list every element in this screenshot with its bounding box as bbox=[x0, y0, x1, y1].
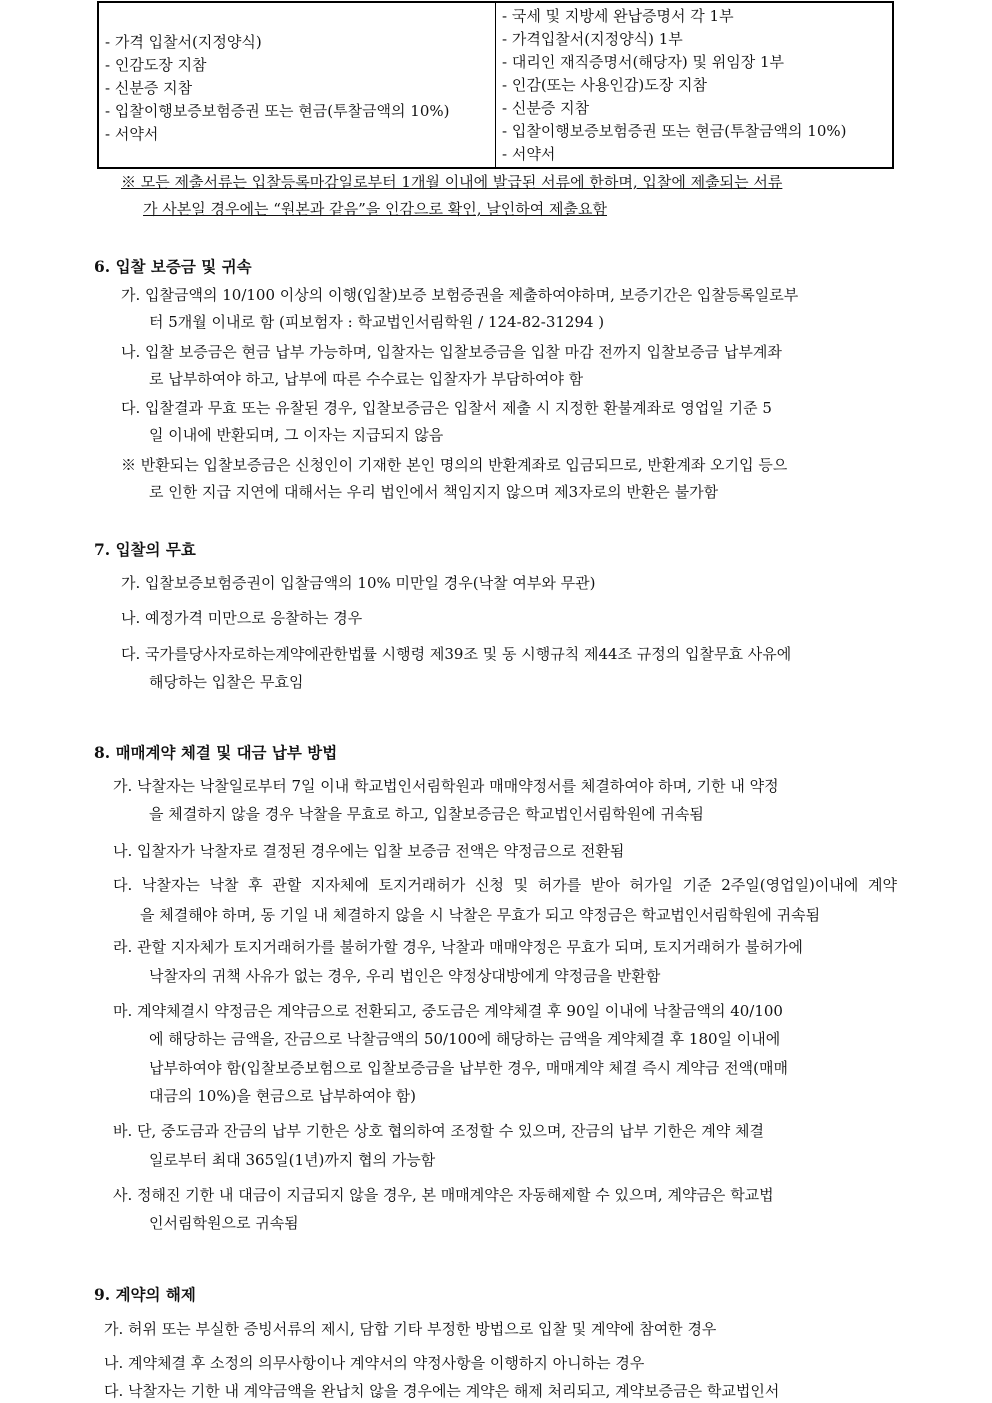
clause-line: 가. 입찰보증보험증권이 입찰금액의 10% 미만일 경우(낙찰 여부와 무관) bbox=[121, 574, 596, 592]
clause-line: 을 체결해야 하며, 동 기일 내 체결하지 않을 시 낙찰은 무효가 되고 약정금은 학교법인서림학원에 귀속됨 bbox=[140, 906, 821, 924]
documents-column-left bbox=[99, 3, 496, 167]
submission-note-line: ※ 모든 제출서류는 입찰등록마감일로부터 1개월 이내에 발급된 서류에 한하며, 입찰에 제출되는 서류 bbox=[121, 173, 783, 191]
document-item: - 신분증 지참 bbox=[502, 99, 590, 117]
clause-line: 사. 정해진 기한 내 대금이 지급되지 않을 경우, 본 매매계약은 자동해제할 수 있으며, 계약금은 학교법 bbox=[113, 1186, 774, 1204]
section-9-heading: 9. 계약의 해제 bbox=[94, 1285, 196, 1304]
clause-line: 나. 계약체결 후 소정의 의무사항이나 계약서의 약정사항을 이행하지 아니하는 경우 bbox=[104, 1354, 645, 1372]
clause-line: 다. 낙찰자는 기한 내 계약금액을 완납치 않을 경우에는 계약은 해제 처리되고, 계약보증금은 학교법인서 bbox=[104, 1382, 780, 1400]
clause-line: 해당하는 입찰은 무효임 bbox=[149, 673, 304, 691]
document-item: - 입찰이행보증보험증권 또는 현금(투찰금액의 10%) bbox=[105, 102, 450, 120]
clause-line: 바. 단, 중도금과 잔금의 납부 기한은 상호 협의하여 조정할 수 있으며, 잔금의 납부 기한은 계약 체결 bbox=[113, 1122, 764, 1140]
document-item: - 국세 및 지방세 완납증명서 각 1부 bbox=[502, 7, 734, 25]
document-item: - 인감도장 지참 bbox=[105, 56, 207, 74]
document-item: - 가격입찰서(지정양식) 1부 bbox=[502, 30, 683, 48]
clause-line: 을 체결하지 않을 경우 낙찰을 무효로 하고, 입찰보증금은 학교법인서림학원에 귀속됨 bbox=[149, 805, 704, 823]
clause-line: 다. 낙찰자는 낙찰 후 관할 지자체에 토지거래허가 신청 및 허가를 받아 허가일 기준 2주일(영업일)이내에 계약 bbox=[113, 876, 897, 894]
document-item: - 인감(또는 사용인감)도장 지참 bbox=[502, 76, 707, 94]
clause-line: 납부하여야 함(입찰보증보험으로 입찰보증금을 납부한 경우, 매매계약 체결 즉시 계약금 전액(매매 bbox=[149, 1059, 788, 1077]
clause-line: 대금의 10%)을 현금으로 납부하여야 함) bbox=[149, 1087, 416, 1105]
submission-note-line: 가 사본일 경우에는 “원본과 같음”을 인감으로 확인, 날인하여 제출요함 bbox=[143, 200, 607, 218]
clause-line: 에 해당하는 금액을, 잔금으로 낙찰금액의 50/100에 해당하는 금액을 계약체결 후 180일 이내에 bbox=[149, 1030, 781, 1048]
clause-line: 라. 관할 지자체가 토지거래허가를 불허가할 경우, 낙찰과 매매약정은 무효가 되며, 토지거래허가 불허가에 bbox=[113, 938, 803, 956]
document-item: - 가격 입찰서(지정양식) bbox=[105, 33, 262, 51]
document-item: - 입찰이행보증보험증권 또는 현금(투찰금액의 10%) bbox=[502, 122, 847, 140]
clause-line: 인서림학원으로 귀속됨 bbox=[149, 1214, 299, 1232]
document-item: - 신분증 지참 bbox=[105, 79, 193, 97]
clause-line: 가. 입찰금액의 10/100 이상의 이행(입찰)보증 보험증권을 제출하여야하며, 보증기간은 입찰등록일로부 bbox=[121, 286, 799, 304]
clause-line: 나. 예정가격 미만으로 응찰하는 경우 bbox=[121, 609, 363, 627]
clause-line: 나. 입찰 보증금은 현금 납부 가능하며, 입찰자는 입찰보증금을 입찰 마감 전까지 입찰보증금 납부계좌 bbox=[121, 343, 782, 361]
clause-line: 나. 입찰자가 낙찰자로 결정된 경우에는 입찰 보증금 전액은 약정금으로 전환됨 bbox=[113, 842, 625, 860]
clause-line: 낙찰자의 귀책 사유가 없는 경우, 우리 법인은 약정상대방에게 약정금을 반환함 bbox=[149, 967, 661, 985]
section-7-heading: 7. 입찰의 무효 bbox=[94, 540, 196, 559]
section-8-heading: 8. 매매계약 체결 및 대금 납부 방법 bbox=[94, 743, 338, 762]
clause-line: 일 이내에 반환되며, 그 이자는 지급되지 않음 bbox=[149, 426, 444, 444]
clause-line: 일로부터 최대 365일(1년)까지 협의 가능함 bbox=[149, 1151, 436, 1169]
required-documents-table bbox=[97, 1, 894, 169]
clause-line: 마. 계약체결시 약정금은 계약금으로 전환되고, 중도금은 계약체결 후 90일 이내에 낙찰금액의 40/100 bbox=[113, 1002, 783, 1020]
clause-line: 다. 국가를당사자로하는계약에관한법률 시행령 제39조 및 동 시행규칙 제44조 규정의 입찰무효 사유에 bbox=[121, 645, 792, 663]
refund-note-line: ※ 반환되는 입찰보증금은 신청인이 기재한 본인 명의의 반환계좌로 입금되므로, 반환계좌 오기입 등으 bbox=[121, 456, 788, 474]
documents-column-right bbox=[496, 3, 892, 167]
clause-line: 로 납부하여야 하고, 납부에 따른 수수료는 입찰자가 부담하여야 함 bbox=[149, 370, 584, 388]
refund-note-line: 로 인한 지급 지연에 대해서는 우리 법인에서 책임지지 않으며 제3자로의 반환은 불가함 bbox=[149, 483, 719, 501]
document-item: - 서약서 bbox=[502, 145, 556, 163]
clause-line: 터 5개월 이내로 함 (피보험자 : 학교법인서림학원 / 124-82-31294 ) bbox=[149, 313, 605, 331]
clause-line: 가. 허위 또는 부실한 증빙서류의 제시, 담합 기타 부정한 방법으로 입찰 및 계약에 참여한 경우 bbox=[104, 1320, 717, 1338]
clause-line: 가. 낙찰자는 낙찰일로부터 7일 이내 학교법인서림학원과 매매약정서를 체결하여야 하며, 기한 내 약정 bbox=[113, 777, 779, 795]
section-6-heading: 6. 입찰 보증금 및 귀속 bbox=[94, 257, 252, 276]
document-item: - 대리인 재직증명서(해당자) 및 위임장 1부 bbox=[502, 53, 784, 71]
document-item: - 서약서 bbox=[105, 125, 159, 143]
clause-line: 다. 입찰결과 무효 또는 유찰된 경우, 입찰보증금은 입찰서 제출 시 지정한 환불계좌로 영업일 기준 5 bbox=[121, 399, 772, 417]
